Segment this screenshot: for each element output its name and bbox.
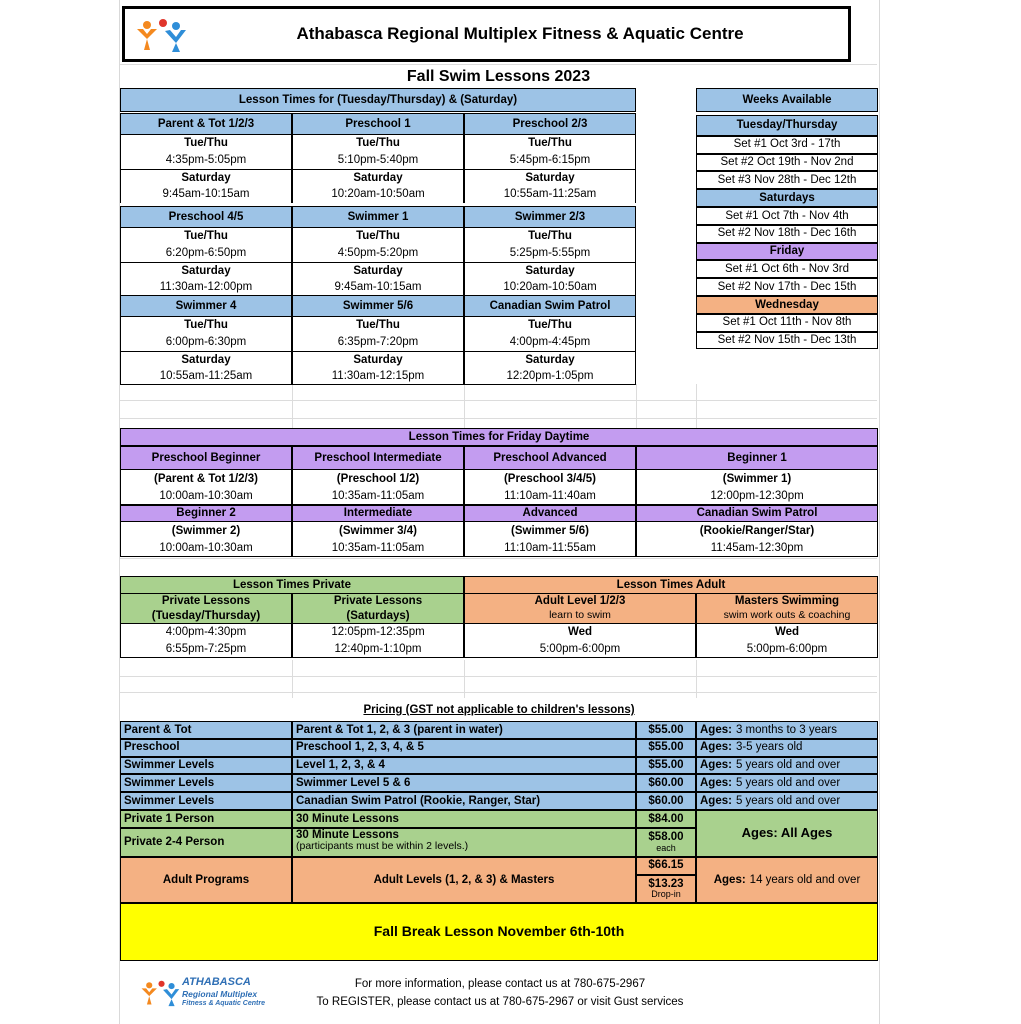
lesson-time-tuethu: 4:00pm-4:45pm <box>464 334 636 351</box>
lesson-day-saturday: Saturday <box>120 351 292 368</box>
lesson-day-tuethu: Tue/Thu <box>120 317 292 334</box>
private-col-title: Private Lessons <box>120 594 292 609</box>
lesson-day-tuethu: Tue/Thu <box>120 228 292 245</box>
lesson-day-tuethu: Tue/Thu <box>292 135 464 152</box>
friday-group-time: 10:35am-11:05am <box>292 540 464 557</box>
footer-info: For more information, please contact us at 780-675-2967 <box>354 977 646 990</box>
weeks-set: Set #1 Oct 11th - Nov 8th <box>696 314 878 332</box>
private-col-sub: (Saturdays) <box>292 609 464 624</box>
ages-value: 5 years old and over <box>735 759 841 772</box>
lesson-group-name: Swimmer 2/3 <box>464 206 636 228</box>
pricing-program: 30 Minute Lessons <box>292 810 636 828</box>
weeks-set: Set #1 Oct 7th - Nov 4th <box>696 207 878 225</box>
private-time: 6:55pm-7:25pm <box>120 641 292 658</box>
lesson-day-tuethu: Tue/Thu <box>464 317 636 334</box>
friday-group-sub: (Swimmer 2) <box>120 522 292 540</box>
lesson-time-tuethu: 5:25pm-5:55pm <box>464 245 636 262</box>
lesson-group-name: Canadian Swim Patrol <box>464 295 636 317</box>
lesson-time-tuethu: 4:35pm-5:05pm <box>120 152 292 169</box>
pricing-program: Canadian Swim Patrol (Rookie, Ranger, Star) <box>292 792 636 810</box>
weeks-set: Set #2 Nov 18th - Dec 16th <box>696 225 878 243</box>
lesson-day-saturday: Saturday <box>120 262 292 279</box>
pricing-price-multiline <box>636 828 696 857</box>
footer-logo-line1: ATHABASCA <box>182 976 251 988</box>
friday-group-time: 10:00am-10:30am <box>120 488 292 505</box>
pricing-category: Private 1 Person <box>120 810 292 828</box>
adult-col-sub: swim work outs & coaching <box>696 609 878 624</box>
private-time: 12:40pm-1:10pm <box>292 641 464 658</box>
lesson-group-name: Swimmer 5/6 <box>292 295 464 317</box>
friday-group-name: Beginner 2 <box>120 505 292 522</box>
ages-value: 3 months to 3 years <box>735 723 837 736</box>
weeks-set: Set #2 Oct 19th - Nov 2nd <box>696 154 878 172</box>
page-title: Fall Swim Lessons 2023 <box>406 68 591 86</box>
friday-group-name: Canadian Swim Patrol <box>636 505 878 522</box>
friday-group-time: 11:10am-11:55am <box>464 540 636 557</box>
lesson-time-tuethu: 6:00pm-6:30pm <box>120 334 292 351</box>
pricing-price: $84.00 <box>636 810 696 828</box>
pricing-program: 30 Minute Lessons <box>296 828 399 841</box>
pricing-price: $55.00 <box>636 739 696 757</box>
lesson-day-tuethu: Tue/Thu <box>292 317 464 334</box>
pricing-private-ages: Ages: All Ages <box>696 810 878 857</box>
ages-prefix: Ages: <box>700 776 732 789</box>
friday-group-name: Beginner 1 <box>636 446 878 470</box>
private-col-title: Private Lessons <box>292 594 464 609</box>
pricing-program: Level 1, 2, 3, & 4 <box>292 757 636 775</box>
weeks-set: Set #3 Nov 28th - Dec 12th <box>696 171 878 189</box>
lesson-day-saturday: Saturday <box>292 262 464 279</box>
pricing-category: Private 2-4 Person <box>120 828 292 857</box>
adult-time: 5:00pm-6:00pm <box>696 641 878 658</box>
lesson-time-tuethu: 5:45pm-6:15pm <box>464 152 636 169</box>
friday-group-sub: (Rookie/Ranger/Star) <box>636 522 878 540</box>
lesson-day-tuethu: Tue/Thu <box>464 135 636 152</box>
ages-prefix: Ages: <box>700 723 732 736</box>
pricing-program: Parent & Tot 1, 2, & 3 (parent in water) <box>292 721 636 739</box>
lesson-time-saturday: 9:45am-10:15am <box>120 186 292 203</box>
lesson-group-name: Preschool 2/3 <box>464 113 636 135</box>
ages-value: 5 years old and over <box>735 776 841 789</box>
pricing-price: $55.00 <box>636 757 696 775</box>
ages-prefix: Ages: <box>700 794 732 807</box>
lesson-day-saturday: Saturday <box>292 351 464 368</box>
lesson-group-name: Swimmer 4 <box>120 295 292 317</box>
pricing-ages <box>696 792 878 810</box>
lesson-time-tuethu: 5:10pm-5:40pm <box>292 152 464 169</box>
pricing-category: Preschool <box>120 739 292 757</box>
pricing-price: $60.00 <box>636 792 696 810</box>
page-header-title: Athabasca Regional Multiplex Fitness & Aquatic Centre <box>296 23 744 43</box>
pricing-category: Swimmer Levels <box>120 757 292 775</box>
lesson-day-tuethu: Tue/Thu <box>464 228 636 245</box>
lesson-group-name: Swimmer 1 <box>292 206 464 228</box>
ages-prefix: Ages: <box>700 741 732 754</box>
weeks-heading: Weeks Available <box>696 88 878 112</box>
friday-group-name: Intermediate <box>292 505 464 522</box>
weeks-set: Set #1 Oct 3rd - 17th <box>696 136 878 154</box>
lesson-time-tuethu: 6:35pm-7:20pm <box>292 334 464 351</box>
lesson-day-saturday: Saturday <box>292 169 464 186</box>
friday-group-time: 10:00am-10:30am <box>120 540 292 557</box>
lesson-time-saturday: 12:20pm-1:05pm <box>464 368 636 385</box>
lesson-group-name: Parent & Tot 1/2/3 <box>120 113 292 135</box>
pricing-price: $66.15 <box>636 857 696 875</box>
pricing-ages <box>696 739 878 757</box>
pricing-price-note: each <box>656 842 676 853</box>
pricing-program: Adult Levels (1, 2, & 3) & Masters <box>292 857 636 903</box>
pricing-program-multiline <box>292 828 636 857</box>
adult-col-title: Adult Level 1/2/3 <box>464 594 696 609</box>
lesson-time-saturday: 10:55am-11:25am <box>120 368 292 385</box>
friday-group-time: 11:10am-11:40am <box>464 488 636 505</box>
pricing-ages <box>696 774 878 792</box>
ages-prefix: Ages: <box>700 759 732 772</box>
lesson-time-saturday: 11:30am-12:15pm <box>292 368 464 385</box>
adult-col-title: Masters Swimming <box>696 594 878 609</box>
ages-value: 5 years old and over <box>735 794 841 807</box>
lesson-time-tuethu: 6:20pm-6:50pm <box>120 245 292 262</box>
ages-value: 14 years old and over <box>749 873 861 886</box>
pricing-program: Preschool 1, 2, 3, 4, & 5 <box>292 739 636 757</box>
lesson-time-saturday: 9:45am-10:15am <box>292 279 464 296</box>
weeks-set: Set #1 Oct 6th - Nov 3rd <box>696 260 878 278</box>
friday-group-name: Advanced <box>464 505 636 522</box>
pricing-category: Adult Programs <box>120 857 292 903</box>
pricing-heading-text: Pricing (GST not applicable to children's lessons) <box>363 703 635 716</box>
adult-day: Wed <box>464 624 696 641</box>
lesson-time-tuethu: 4:50pm-5:20pm <box>292 245 464 262</box>
header-box <box>122 6 851 62</box>
pricing-price: $60.00 <box>636 774 696 792</box>
private-time: 12:05pm-12:35pm <box>292 624 464 641</box>
friday-group-sub: (Parent & Tot 1/2/3) <box>120 470 292 488</box>
weeks-day-label: Saturdays <box>696 189 878 207</box>
pricing-price-note: Drop-in <box>651 889 681 900</box>
ages-prefix: Ages: <box>713 873 746 886</box>
pricing-heading <box>120 700 878 720</box>
pricing-price-multiline <box>636 875 696 903</box>
lesson-day-saturday: Saturday <box>464 262 636 279</box>
friday-group-time: 10:35am-11:05am <box>292 488 464 505</box>
pricing-ages <box>696 857 878 903</box>
weeks-day-label: Wednesday <box>696 296 878 314</box>
private-time: 4:00pm-4:30pm <box>120 624 292 641</box>
weeks-day-label: Friday <box>696 243 878 261</box>
tue-sat-heading: Lesson Times for (Tuesday/Thursday) & (Saturday) <box>120 88 636 112</box>
pricing-ages <box>696 721 878 739</box>
friday-group-time: 11:45am-12:30pm <box>636 540 878 557</box>
pricing-ages <box>696 757 878 775</box>
logo-icon <box>135 17 187 53</box>
adult-heading: Lesson Times Adult <box>464 576 878 594</box>
pricing-price: $58.00 <box>648 831 684 844</box>
lesson-day-saturday: Saturday <box>464 351 636 368</box>
lesson-day-saturday: Saturday <box>120 169 292 186</box>
friday-group-sub: (Swimmer 1) <box>636 470 878 488</box>
friday-group-name: Preschool Beginner <box>120 446 292 470</box>
friday-group-sub: (Swimmer 5/6) <box>464 522 636 540</box>
footer-logo-line3: Fitness & Aquatic Centre <box>182 1000 265 1007</box>
ages-value: 3-5 years old <box>735 741 803 754</box>
lesson-time-saturday: 10:20am-10:50am <box>464 279 636 296</box>
adult-day: Wed <box>696 624 878 641</box>
private-heading: Lesson Times Private <box>120 576 464 594</box>
pricing-category: Parent & Tot <box>120 721 292 739</box>
pricing-price: $55.00 <box>636 721 696 739</box>
private-col-sub: (Tuesday/Thursday) <box>120 609 292 624</box>
lesson-time-saturday: 10:55am-11:25am <box>464 186 636 203</box>
friday-group-name: Preschool Intermediate <box>292 446 464 470</box>
adult-col-sub: learn to swim <box>464 609 696 624</box>
pricing-category: Swimmer Levels <box>120 792 292 810</box>
weeks-day-label: Tuesday/Thursday <box>696 115 878 136</box>
pricing-category: Swimmer Levels <box>120 774 292 792</box>
lesson-day-tuethu: Tue/Thu <box>292 228 464 245</box>
lesson-day-tuethu: Tue/Thu <box>120 135 292 152</box>
footer-logo <box>140 974 270 1014</box>
friday-group-time: 12:00pm-12:30pm <box>636 488 878 505</box>
lesson-group-name: Preschool 1 <box>292 113 464 135</box>
pricing-price: $13.23 <box>648 877 684 890</box>
footer-logo-line2: Regional Multiplex <box>182 989 258 999</box>
lesson-time-saturday: 11:30am-12:00pm <box>120 279 292 296</box>
friday-group-sub: (Preschool 3/4/5) <box>464 470 636 488</box>
pricing-program-note: (participants must be within 2 levels.) <box>296 840 469 853</box>
lesson-group-name: Preschool 4/5 <box>120 206 292 228</box>
weeks-set: Set #2 Nov 15th - Dec 13th <box>696 332 878 350</box>
friday-heading: Lesson Times for Friday Daytime <box>120 428 878 446</box>
friday-group-sub: (Preschool 1/2) <box>292 470 464 488</box>
footer-logo-icon <box>140 976 180 1010</box>
lesson-time-saturday: 10:20am-10:50am <box>292 186 464 203</box>
fall-break-banner: Fall Break Lesson November 6th-10th <box>120 903 878 961</box>
friday-group-sub: (Swimmer 3/4) <box>292 522 464 540</box>
lesson-day-saturday: Saturday <box>464 169 636 186</box>
pricing-program: Swimmer Level 5 & 6 <box>292 774 636 792</box>
adult-time: 5:00pm-6:00pm <box>464 641 696 658</box>
footer-register: To REGISTER, please contact us at 780-675-2967 or visit Gust services <box>316 995 684 1008</box>
friday-group-name: Preschool Advanced <box>464 446 636 470</box>
weeks-set: Set #2 Nov 17th - Dec 15th <box>696 278 878 296</box>
